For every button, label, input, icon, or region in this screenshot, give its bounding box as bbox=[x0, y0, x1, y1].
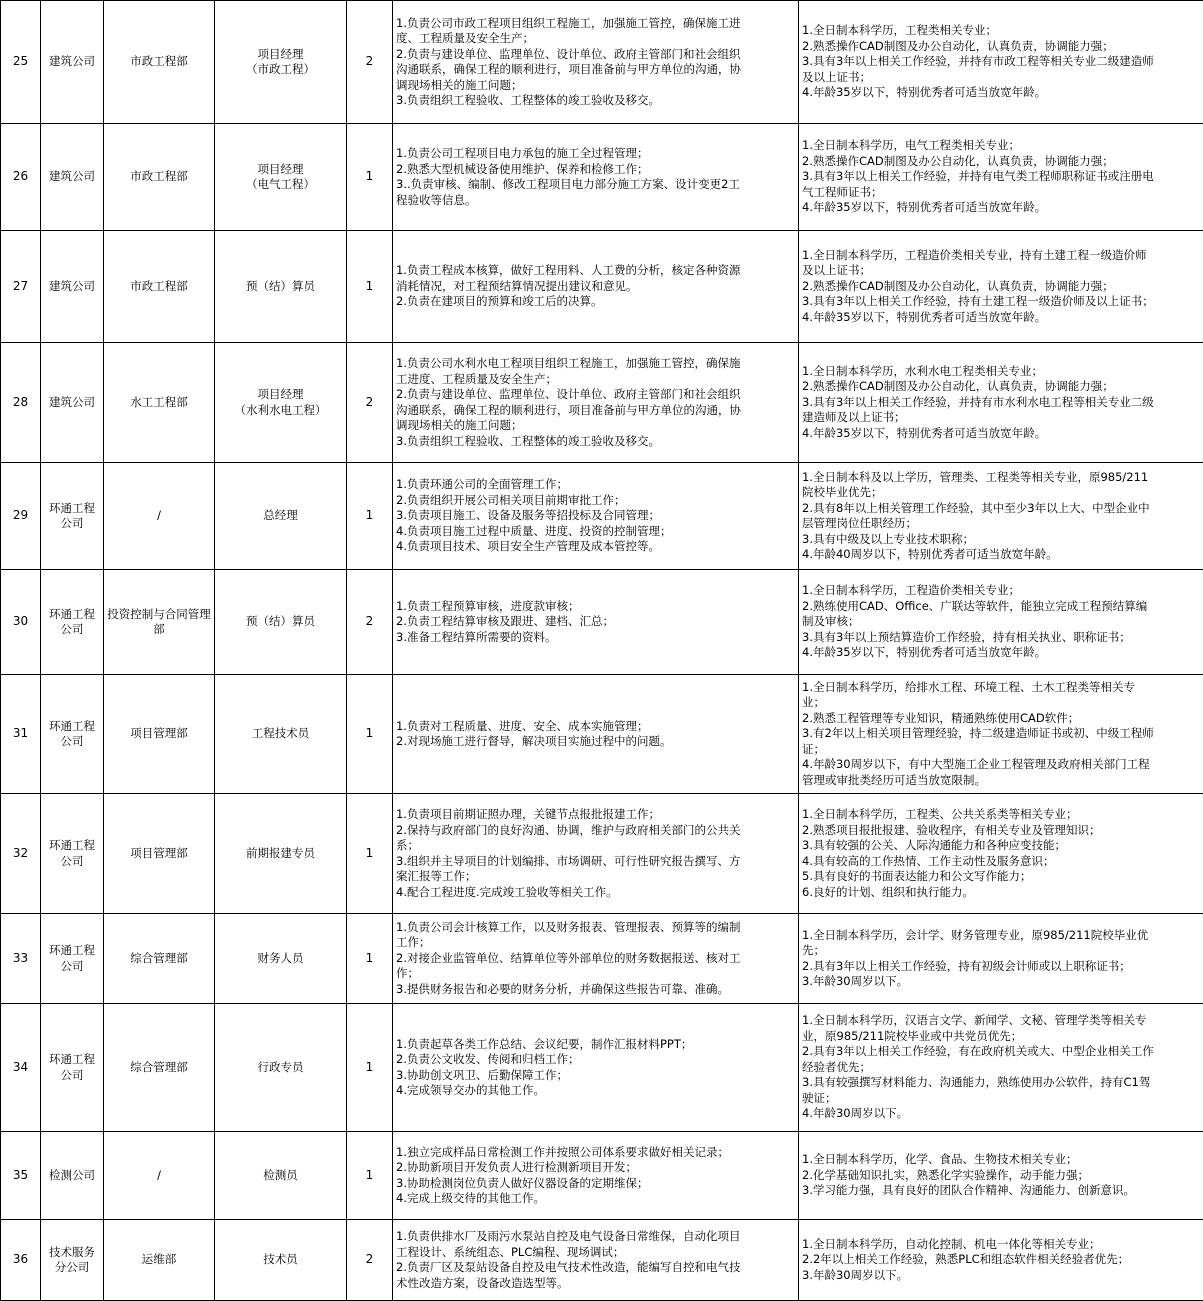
duties-cell-line: 1.负责公司市政工程项目组织工程施工，加强施工管控，确保施工进 bbox=[396, 16, 795, 32]
requirements-cell bbox=[799, 1004, 1203, 1132]
duties-cell bbox=[393, 914, 799, 1004]
company-cell: 建筑公司 bbox=[41, 231, 104, 343]
requirements-cell-line: 4.年龄35岁以下，特别优秀者可适当放宽年龄。 bbox=[802, 310, 1200, 326]
duties-cell-line: 2.负责工程结算审核及跟进、建档、汇总； bbox=[396, 614, 795, 630]
requirements-cell-line: 2.具有3年以上相关工作经验，有在政府机关或大、中型企业相关工作 bbox=[802, 1044, 1200, 1060]
position-cell bbox=[215, 675, 347, 794]
requirements-cell-line: 证； bbox=[802, 742, 1200, 758]
duties-cell-line: 2.保持与政府部门的良好沟通、协调，维护与政府相关部门的公共关 bbox=[396, 823, 795, 839]
duties-cell-line: 1.负责起草各类工作总结、会议纪要，制作汇报材料PPT； bbox=[396, 1037, 795, 1053]
position-cell-line: 前期报建专员 bbox=[218, 846, 343, 862]
requirements-cell-line: 3.具有较强撰写材料能力、沟通能力，熟练使用办公软件，持有C1驾 bbox=[802, 1075, 1200, 1091]
headcount-cell: 2 bbox=[347, 343, 393, 463]
requirements-cell-line: 业，原985/211院校毕业或中共党员优先； bbox=[802, 1029, 1200, 1045]
duties-cell bbox=[393, 675, 799, 794]
requirements-cell-line: 6.良好的计划、组织和执行能力。 bbox=[802, 885, 1200, 901]
requirements-cell-line: 1.全日制本科学历，化学、食品、生物技术相关专业； bbox=[802, 1152, 1200, 1168]
requirements-cell-line: 4.年龄35岁以下，特别优秀者可适当放宽年龄。 bbox=[802, 200, 1200, 216]
position-cell bbox=[215, 1004, 347, 1132]
headcount-cell: 2 bbox=[347, 570, 393, 675]
duties-cell-line: 3..负责审核、编制、修改工程项目电力部分施工方案、设计变更2工 bbox=[396, 177, 795, 193]
table-row bbox=[1, 794, 1203, 914]
position-cell bbox=[215, 343, 347, 463]
requirements-cell bbox=[799, 675, 1203, 794]
requirements-cell bbox=[799, 794, 1203, 914]
row-number: 30 bbox=[1, 570, 41, 675]
position-cell bbox=[215, 914, 347, 1004]
duties-cell-line: 1.负责项目前期证照办理，关键节点报批报建工作； bbox=[396, 807, 795, 823]
requirements-cell-line: 业； bbox=[802, 695, 1200, 711]
department-cell: 运维部 bbox=[104, 1220, 215, 1301]
duties-cell-line: 工进度、工程质量及安全生产； bbox=[396, 372, 795, 388]
company-cell: 环通工程公司 bbox=[41, 675, 104, 794]
position-cell-line: 预（结）算员 bbox=[218, 279, 343, 295]
headcount-cell: 1 bbox=[347, 675, 393, 794]
company-cell: 技术服务分公司 bbox=[41, 1220, 104, 1301]
requirements-cell-line: 3.年龄30周岁以下。 bbox=[802, 974, 1200, 990]
headcount-cell: 1 bbox=[347, 1004, 393, 1132]
requirements-cell-line: 制及审核； bbox=[802, 614, 1200, 630]
department-cell: 水工工程部 bbox=[104, 343, 215, 463]
headcount-cell: 1 bbox=[347, 463, 393, 570]
table-row bbox=[1, 463, 1203, 570]
duties-cell-line: 1.负责工程成本核算，做好工程用料、人工费的分析，核定各种资源 bbox=[396, 263, 795, 279]
position-cell-line: 财务人员 bbox=[218, 951, 343, 967]
duties-cell-line: 沟通联系，确保工程的顺利进行，项目准备前与甲方单位的沟通，协 bbox=[396, 403, 795, 419]
requirements-cell-line: 先； bbox=[802, 943, 1200, 959]
duties-cell bbox=[393, 1, 799, 124]
requirements-cell-line: 3.具有3年以上预结算造价工作经验，持有相关执业、职称证书； bbox=[802, 630, 1200, 646]
duties-cell-line: 术性改造方案，设备改造选型等。 bbox=[396, 1276, 795, 1292]
department-cell: / bbox=[104, 463, 215, 570]
duties-cell-line: 1.负责工程预算审核，进度款审核； bbox=[396, 599, 795, 615]
department-cell: 项目管理部 bbox=[104, 675, 215, 794]
position-cell-line: 检测员 bbox=[218, 1168, 343, 1184]
requirements-cell-line: 驶证； bbox=[802, 1091, 1200, 1107]
requirements-cell-line: 3.具有3年以上相关工作经验，并持有市政工程等相关专业二级建造师 bbox=[802, 54, 1200, 70]
requirements-cell-line: 2.具有8年以上相关管理工作经验，其中至少3年以上大、中型企业中 bbox=[802, 501, 1200, 517]
position-cell bbox=[215, 1132, 347, 1220]
position-cell-line: 工程技术员 bbox=[218, 726, 343, 742]
duties-cell-line: 3.负责项目施工、设备及服务等招投标及合同管理； bbox=[396, 508, 795, 524]
company-cell: 环通工程公司 bbox=[41, 1004, 104, 1132]
duties-cell-line: 调现场相关的施工问题； bbox=[396, 78, 795, 94]
duties-cell-line: 1.负责公司会计核算工作，以及财务报表、管理报表、预算等的编制 bbox=[396, 920, 795, 936]
requirements-cell-line: 3.具有3年以上相关工作经验，持有土建工程一级造价师及以上证书； bbox=[802, 294, 1200, 310]
requirements-cell bbox=[799, 124, 1203, 231]
requirements-cell-line: 3.具有3年以上相关工作经验，并持有电气类工程师职称证书或注册电 bbox=[802, 169, 1200, 185]
requirements-cell-line: 1.全日制本科学历，工程造价类相关专业，持有土建工程一级造价师 bbox=[802, 248, 1200, 264]
department-cell: 市政工程部 bbox=[104, 231, 215, 343]
requirements-cell-line: 1.全日制本科学历，工程类相关专业； bbox=[802, 23, 1200, 39]
requirements-cell-line: 1.全日制本科学历，电气工程类相关专业； bbox=[802, 138, 1200, 154]
duties-cell-line: 2.负责与建设单位、监理单位、设计单位、政府主管部门和社会组织 bbox=[396, 47, 795, 63]
duties-cell-line: 2.熟悉大型机械设备使用维护、保养和检修工作； bbox=[396, 162, 795, 178]
position-cell bbox=[215, 1, 347, 124]
headcount-cell: 1 bbox=[347, 231, 393, 343]
duties-cell-line: 1.负责供排水厂及雨污水泵站自控及电气设备日常维保，自动化项目 bbox=[396, 1229, 795, 1245]
duties-cell bbox=[393, 463, 799, 570]
requirements-cell-line: 2.熟悉操作CAD制图及办公自动化，认真负责，协调能力强； bbox=[802, 154, 1200, 170]
requirements-cell-line: 及以上证书； bbox=[802, 70, 1200, 86]
duties-cell-line: 沟通联系，确保工程的顺利进行，项目准备前与甲方单位的沟通，协 bbox=[396, 62, 795, 78]
position-cell-line: （水利水电工程） bbox=[218, 403, 343, 419]
duties-cell-line: 1.负责对工程质量、进度、安全、成本实施管理； bbox=[396, 719, 795, 735]
duties-cell-line: 2.负责在建项目的预算和竣工后的决算。 bbox=[396, 294, 795, 310]
duties-cell-line: 2.负责公文收发、传阅和归档工作； bbox=[396, 1052, 795, 1068]
department-cell: 综合管理部 bbox=[104, 914, 215, 1004]
duties-cell-line: 作； bbox=[396, 966, 795, 982]
duties-cell-line: 4.完成上级交待的其他工作。 bbox=[396, 1191, 795, 1207]
requirements-cell-line: 1.全日制本科学历，自动化控制、机电一体化等相关专业； bbox=[802, 1237, 1200, 1253]
position-cell bbox=[215, 231, 347, 343]
duties-cell-line: 工程设计、系统组态、PLC编程、现场调试； bbox=[396, 1245, 795, 1261]
requirements-cell-line: 3.学习能力强，具有良好的团队合作精神、沟通能力、创新意识。 bbox=[802, 1183, 1200, 1199]
company-cell: 检测公司 bbox=[41, 1132, 104, 1220]
requirements-cell bbox=[799, 231, 1203, 343]
headcount-cell: 1 bbox=[347, 1132, 393, 1220]
position-cell bbox=[215, 124, 347, 231]
duties-cell-line: 2.对现场施工进行督导，解决项目实施过程中的问题。 bbox=[396, 734, 795, 750]
duties-cell-line: 1.独立完成样品日常检测工作并按照公司体系要求做好相关记录； bbox=[396, 1145, 795, 1161]
company-cell: 建筑公司 bbox=[41, 124, 104, 231]
position-cell-line: 项目经理 bbox=[218, 387, 343, 403]
requirements-cell-line: 1.全日制本科学历，工程类、公共关系类等相关专业； bbox=[802, 807, 1200, 823]
requirements-cell-line: 1.全日制本科学历，给排水工程、环境工程、土木工程类等相关专 bbox=[802, 680, 1200, 696]
row-number: 26 bbox=[1, 124, 41, 231]
duties-cell-line: 3.协助检测岗位负责人做好仪器设备的定期维保； bbox=[396, 1176, 795, 1192]
requirements-cell bbox=[799, 1, 1203, 124]
requirements-cell-line: 4.年龄35岁以下，特别优秀者可适当放宽年龄。 bbox=[802, 645, 1200, 661]
department-cell: 综合管理部 bbox=[104, 1004, 215, 1132]
headcount-cell: 2 bbox=[347, 1, 393, 124]
table-row bbox=[1, 1, 1203, 124]
position-cell-line: 行政专员 bbox=[218, 1060, 343, 1076]
duties-cell-line: 4.负责项目施工过程中质量、进度、投资的控制管理； bbox=[396, 524, 795, 540]
duties-cell-line: 案汇报等工作； bbox=[396, 869, 795, 885]
row-number: 35 bbox=[1, 1132, 41, 1220]
requirements-cell-line: 4.年龄35岁以下，特别优秀者可适当放宽年龄。 bbox=[802, 426, 1200, 442]
department-cell: 投资控制与合同管理部 bbox=[104, 570, 215, 675]
duties-cell-line: 工作； bbox=[396, 935, 795, 951]
company-cell: 建筑公司 bbox=[41, 1, 104, 124]
requirements-cell-line: 1.全日制本科学历，水利水电工程类相关专业； bbox=[802, 364, 1200, 380]
duties-cell-line: 3.负责组织工程验收、工程整体的竣工验收及移交。 bbox=[396, 93, 795, 109]
requirements-cell-line: 2.熟悉操作CAD制图及办公自动化，认真负责，协调能力强； bbox=[802, 279, 1200, 295]
duties-cell-line: 1.负责环通公司的全面管理工作； bbox=[396, 477, 795, 493]
duties-cell-line: 2.对接企业监管单位、结算单位等外部单位的财务数据报送、核对工 bbox=[396, 951, 795, 967]
requirements-cell-line: 1.全日制本科学历，会计学、财务管理专业，原985/211院校毕业优 bbox=[802, 928, 1200, 944]
position-cell bbox=[215, 1220, 347, 1301]
requirements-cell bbox=[799, 1220, 1203, 1301]
row-number: 27 bbox=[1, 231, 41, 343]
requirements-cell bbox=[799, 570, 1203, 675]
table-row bbox=[1, 570, 1203, 675]
position-cell-line: 项目经理 bbox=[218, 162, 343, 178]
department-cell: 市政工程部 bbox=[104, 124, 215, 231]
department-cell: 市政工程部 bbox=[104, 1, 215, 124]
requirements-cell-line: 4.年龄30周岁以下。 bbox=[802, 1106, 1200, 1122]
requirements-cell-line: 气工程师证书； bbox=[802, 185, 1200, 201]
company-cell: 环通工程公司 bbox=[41, 914, 104, 1004]
company-cell: 环通工程公司 bbox=[41, 570, 104, 675]
table-row bbox=[1, 124, 1203, 231]
duties-cell bbox=[393, 1004, 799, 1132]
duties-cell-line: 2.负责组织开展公司相关项目前期审批工作； bbox=[396, 493, 795, 509]
requirements-cell bbox=[799, 914, 1203, 1004]
duties-cell bbox=[393, 1132, 799, 1220]
table-row bbox=[1, 675, 1203, 794]
table-row bbox=[1, 1004, 1203, 1132]
position-cell-line: 技术员 bbox=[218, 1252, 343, 1268]
requirements-cell-line: 4.年龄35岁以下，特别优秀者可适当放宽年龄。 bbox=[802, 85, 1200, 101]
headcount-cell: 1 bbox=[347, 794, 393, 914]
position-cell-line: 项目经理 bbox=[218, 47, 343, 63]
company-cell: 建筑公司 bbox=[41, 343, 104, 463]
requirements-cell-line: 1.全日制本科及以上学历，管理类、工程类等相关专业，原985/211 bbox=[802, 470, 1200, 486]
duties-cell-line: 2.负责与建设单位、监理单位、设计单位、政府主管部门和社会组织 bbox=[396, 387, 795, 403]
requirements-cell-line: 管理或审批类经历可适当放宽限制。 bbox=[802, 773, 1200, 789]
requirements-cell-line: 经验者优先； bbox=[802, 1060, 1200, 1076]
duties-cell-line: 1.负责公司水利水电工程项目组织工程施工，加强施工管控，确保施 bbox=[396, 356, 795, 372]
row-number: 29 bbox=[1, 463, 41, 570]
table-row bbox=[1, 914, 1203, 1004]
company-cell: 环通工程公司 bbox=[41, 794, 104, 914]
duties-cell bbox=[393, 343, 799, 463]
requirements-cell-line: 4.年龄40周岁以下，特别优秀者可适当放宽年龄。 bbox=[802, 547, 1200, 563]
duties-cell-line: 3.提供财务报告和必要的财务分析，并确保这些报告可靠、准确。 bbox=[396, 982, 795, 998]
position-cell bbox=[215, 463, 347, 570]
duties-cell-line: 3.准备工程结算所需要的资料。 bbox=[396, 630, 795, 646]
requirements-cell bbox=[799, 1132, 1203, 1220]
table-row bbox=[1, 231, 1203, 343]
row-number: 34 bbox=[1, 1004, 41, 1132]
duties-cell-line: 4.负责项目技术、项目安全生产管理及成本管控等。 bbox=[396, 539, 795, 555]
requirements-cell-line: 1.全日制本科学历，工程造价类相关专业； bbox=[802, 583, 1200, 599]
department-cell: / bbox=[104, 1132, 215, 1220]
headcount-cell: 1 bbox=[347, 124, 393, 231]
requirements-cell-line: 1.全日制本科学历，汉语言文学、新闻学、文秘、管理学类等相关专 bbox=[802, 1013, 1200, 1029]
company-cell: 环通工程公司 bbox=[41, 463, 104, 570]
duties-cell-line: 4.完成领导交办的其他工作。 bbox=[396, 1083, 795, 1099]
headcount-cell: 1 bbox=[347, 914, 393, 1004]
duties-cell bbox=[393, 794, 799, 914]
requirements-cell-line: 3.具有3年以上相关工作经验，并持有市水利水电工程等相关专业二级 bbox=[802, 395, 1200, 411]
requirements-cell bbox=[799, 343, 1203, 463]
requirements-cell-line: 3.年龄30周岁以下。 bbox=[802, 1268, 1200, 1284]
requirements-cell bbox=[799, 463, 1203, 570]
requirements-cell-line: 2.熟悉项目报批报建、验收程序，有相关专业及管理知识； bbox=[802, 823, 1200, 839]
duties-cell-line: 调现场相关的施工问题； bbox=[396, 418, 795, 434]
duties-cell-line: 3.协助创文巩卫、后勤保障工作； bbox=[396, 1068, 795, 1084]
duties-cell-line: 3.组织并主导项目的计划编排、市场调研、可行性研究报告撰写、方 bbox=[396, 854, 795, 870]
position-cell-line: （电气工程） bbox=[218, 177, 343, 193]
position-cell bbox=[215, 570, 347, 675]
duties-cell-line: 系； bbox=[396, 838, 795, 854]
position-cell-line: 预（结）算员 bbox=[218, 614, 343, 630]
row-number: 36 bbox=[1, 1220, 41, 1301]
requirements-cell-line: 4.年龄30周岁以下，有中大型施工企业工程管理及政府相关部门工程 bbox=[802, 757, 1200, 773]
row-number: 28 bbox=[1, 343, 41, 463]
duties-cell-line: 程验收等信息。 bbox=[396, 193, 795, 209]
duties-cell bbox=[393, 1220, 799, 1301]
position-cell-line: （市政工程） bbox=[218, 62, 343, 78]
duties-cell-line: 2.负责厂区及泵站设备自控及电气技术性改造，能编写自控和电气技 bbox=[396, 1260, 795, 1276]
requirements-cell-line: 5.具有良好的书面表达能力和公文写作能力； bbox=[802, 869, 1200, 885]
row-number: 31 bbox=[1, 675, 41, 794]
row-number: 25 bbox=[1, 1, 41, 124]
department-cell: 项目管理部 bbox=[104, 794, 215, 914]
duties-cell-line: 度、工程质量及安全生产； bbox=[396, 31, 795, 47]
requirements-cell-line: 3.具有中级及以上专业技术职称； bbox=[802, 532, 1200, 548]
requirements-cell-line: 2.熟练使用CAD、Office、广联达等软件，能独立完成工程预结算编 bbox=[802, 599, 1200, 615]
table-row bbox=[1, 1132, 1203, 1220]
table-row bbox=[1, 1220, 1203, 1301]
headcount-cell: 2 bbox=[347, 1220, 393, 1301]
duties-cell bbox=[393, 570, 799, 675]
requirements-cell-line: 及以上证书； bbox=[802, 263, 1200, 279]
duties-cell-line: 1.负责公司工程项目电力承包的施工全过程管理； bbox=[396, 146, 795, 162]
requirements-cell-line: 2.化学基础知识扎实，熟悉化学实验操作，动手能力强； bbox=[802, 1168, 1200, 1184]
duties-cell-line: 3.负责组织工程验收、工程整体的竣工验收及移交。 bbox=[396, 434, 795, 450]
duties-cell-line: 4.配合工程进度.完成竣工验收等相关工作。 bbox=[396, 885, 795, 901]
position-cell bbox=[215, 794, 347, 914]
requirements-cell-line: 层管理岗位任职经历； bbox=[802, 516, 1200, 532]
requirements-cell-line: 3.有2年以上相关项目管理经验，持二级建造师证书或初、中级工程师 bbox=[802, 726, 1200, 742]
requirements-cell-line: 4.具有较高的工作热情、工作主动性及服务意识； bbox=[802, 854, 1200, 870]
requirements-cell-line: 院校毕业优先； bbox=[802, 485, 1200, 501]
requirements-cell-line: 3.具有较强的公关、人际沟通能力和各种应变技能； bbox=[802, 838, 1200, 854]
row-number: 33 bbox=[1, 914, 41, 1004]
requirements-cell-line: 2.熟悉操作CAD制图及办公自动化，认真负责，协调能力强； bbox=[802, 39, 1200, 55]
requirements-cell-line: 2.熟悉工程管理等专业知识，精通熟练使用CAD软件； bbox=[802, 711, 1200, 727]
table-body bbox=[1, 1, 1203, 1301]
duties-cell bbox=[393, 124, 799, 231]
duties-cell bbox=[393, 231, 799, 343]
duties-cell-line: 消耗情况，对工程预结算情况提出建议和意见。 bbox=[396, 279, 795, 295]
table-row bbox=[1, 343, 1203, 463]
row-number: 32 bbox=[1, 794, 41, 914]
requirements-cell-line: 建造师及以上证书； bbox=[802, 410, 1200, 426]
requirements-cell-line: 2.具有3年以上相关工作经验，持有初级会计师或以上职称证书； bbox=[802, 959, 1200, 975]
position-cell-line: 总经理 bbox=[218, 508, 343, 524]
duties-cell-line: 2.协助新项目开发负责人进行检测新项目开发； bbox=[396, 1160, 795, 1176]
requirements-cell-line: 2.2年以上相关工作经验，熟悉PLC和组态软件相关经验者优先； bbox=[802, 1252, 1200, 1268]
requirements-cell-line: 2.熟悉操作CAD制图及办公自动化，认真负责，协调能力强； bbox=[802, 379, 1200, 395]
